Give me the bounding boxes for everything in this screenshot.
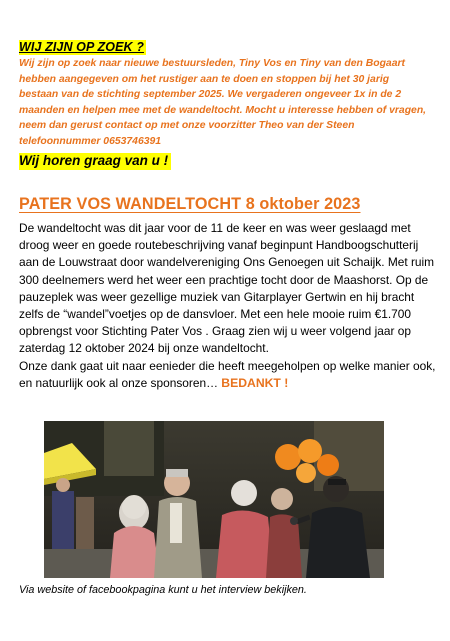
- appeal-closing: Wij horen graag van u !: [19, 153, 171, 170]
- appeal-text: Wij zijn op zoek naar nieuwe bestuursleden, Tiny Vos en Tiny van den Bogaart hebben aangegeven om het rustiger aan te doen en stoppen bij het 30 jarig bestaan van de stichting september 2025. We vergaderen ongeveer 1x in de 2 maanden en helpen mee met de wandeltocht. Mocht u interesse hebben of vragen, neem dan gerust contact op met onze voorzitter Theo van der Steen telefoonnummer 0653746391: [19, 58, 427, 147]
- article-paragraph: De wandeltocht was dit jaar voor de 11 de keer en was weer geslaagd met droog weer en goede routebeschrijving vanaf beginpunt Handboogschutterij aan de Louwstraat door wandelvereniging Ons Genoegen uit Schaijk. Met ruim 300 deelnemers werd het weer een prachtige tocht door de Maashorst. Op de pauzeplek was weer gezellige muziek van Gitarplayer Gertwin en hij bracht zelfs de “wandel”voetjes op de dansvloer. Met een hele mooie ruim €1.700 opbrengst voor Stichting Pater Vos . Graag zien wij u weer volgend jaar op zaterdag 12 oktober 2024 bij onze wandeltocht.: [19, 221, 435, 356]
- article-body: [19, 220, 439, 392]
- article-thanks: Onze dank gaat uit naar eenieder die heeft meegeholpen op welke manier ook, en natuurlijk ook al onze sponsoren…: [19, 358, 436, 390]
- article-title: PATER VOS WANDELTOCHT 8 oktober 2023: [19, 195, 361, 213]
- photo-caption: Via website of facebookpagina kunt u het interview bekijken.: [19, 584, 307, 596]
- event-photo: [44, 421, 384, 578]
- appeal-heading: WIJ ZIJN OP ZOEK ?: [19, 40, 144, 54]
- bedankt-label: BEDANKT !: [221, 375, 289, 390]
